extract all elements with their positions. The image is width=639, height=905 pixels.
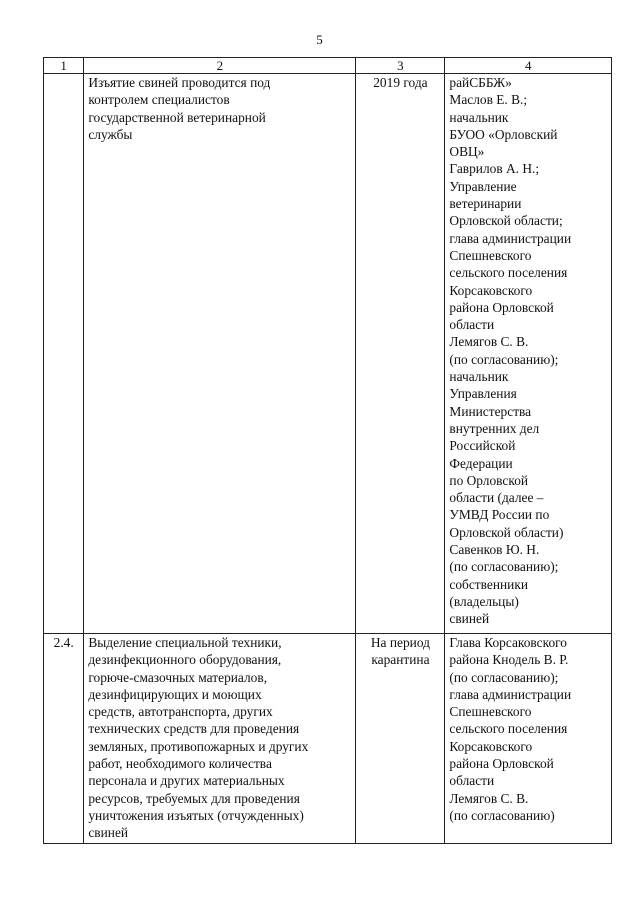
header-col-2: 2 (84, 58, 356, 74)
row-number: 2.4. (44, 634, 84, 844)
measures-table (43, 57, 612, 844)
row-description: Изъятие свиней проводится под контролем специалистов государственной ветеринарной службы (84, 74, 356, 634)
row-responsible: Глава Корсаковского района Кнодель В. Р. (по согласованию); глава администрации Спешневского сельского поселения Корсаковского района Орловской области Лемягов С. В. (по согласованию) (445, 634, 612, 844)
row-description: Выделение специальной техники, дезинфекционного оборудования, горюче-смазочных материалов, дезинфицирующих и моющих средств, автотранспорта, других технических средств для проведения земляных, противопожарных и других работ, необходимого количества персонала и других материальных ресурсов, требуемых для проведения уничтожения изъятых (отчужденных) свиней (84, 634, 356, 844)
table-row (44, 634, 612, 844)
table-header-row (44, 58, 612, 74)
row-responsible: райСББЖ» Маслов Е. В.; начальник БУОО «Орловский ОВЦ» Гаврилов А. Н.; Управление ветеринарии Орловской области; глава администрации Спешневского сельского поселения Корсаковского района Орловской области Лемягов С. В. (по согласованию); начальник Управления Министерства внутренних дел Российской Федерации по Орловской области (далее – УМВД России по Орловской области) Савенков Ю. Н. (по согласованию); собственники (владельцы) свиней (445, 74, 612, 634)
row-term: На период карантина (356, 634, 445, 844)
header-col-1: 1 (44, 58, 84, 74)
row-number (44, 74, 84, 634)
header-col-4: 4 (445, 58, 612, 74)
row-term: 2019 года (356, 74, 445, 634)
header-col-3: 3 (356, 58, 445, 74)
table-row (44, 74, 612, 634)
page-number: 5 (316, 32, 323, 47)
